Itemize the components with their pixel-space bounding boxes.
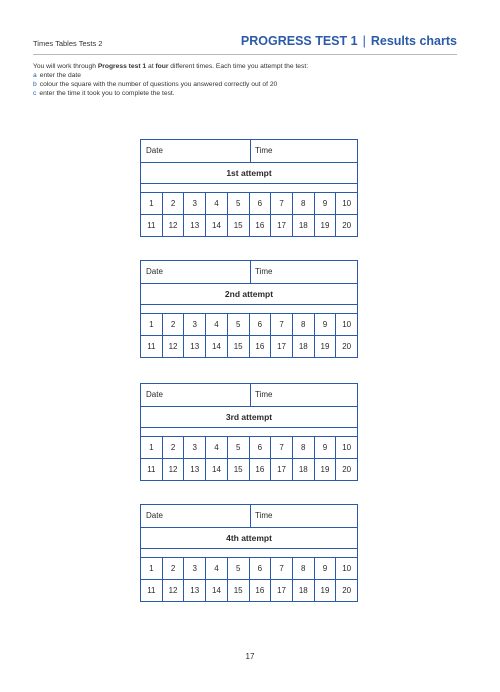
date-field[interactable]: Date [141,140,251,162]
score-cell[interactable]: 5 [228,193,250,214]
date-field[interactable]: Date [141,261,251,283]
results-chart-attempt-2 [140,260,358,358]
section-title: Results charts [370,34,457,48]
test-title [241,34,457,48]
score-cell[interactable]: 2 [163,437,185,458]
title-separator: | [362,34,366,48]
time-field[interactable]: Time [255,146,273,155]
score-cell[interactable]: 7 [271,558,293,579]
score-row-11-20 [141,580,357,601]
score-cell[interactable]: 3 [184,314,206,335]
page-header [33,34,457,54]
score-cell[interactable]: 16 [250,580,272,601]
score-cell[interactable]: 19 [315,215,337,236]
attempt-label: 4th attempt [141,528,357,549]
score-cell[interactable]: 14 [206,215,228,236]
score-cell[interactable]: 4 [206,314,228,335]
score-cell[interactable]: 20 [342,221,352,230]
score-cell[interactable]: 16 [250,215,272,236]
score-cell[interactable]: 4 [206,437,228,458]
score-cell[interactable]: 11 [141,459,163,480]
attempt-label: 1st attempt [141,163,357,184]
score-cell[interactable]: 8 [293,558,315,579]
score-cell[interactable]: 16 [250,459,272,480]
score-cell[interactable]: 11 [141,580,163,601]
score-cell[interactable]: 20 [342,586,352,595]
instruction-item-c: c enter the time it took you to complete the test. [33,90,175,97]
score-cell[interactable]: 11 [141,336,163,357]
score-cell[interactable]: 18 [293,580,315,601]
score-cell[interactable]: 9 [315,437,337,458]
score-cell[interactable]: 8 [293,193,315,214]
score-cell[interactable]: 15 [228,580,250,601]
header-divider [33,54,457,55]
score-cell[interactable]: 7 [271,437,293,458]
score-cell[interactable]: 10 [342,320,352,329]
results-chart-attempt-3 [140,383,358,481]
score-cell[interactable]: 3 [184,558,206,579]
score-cell[interactable]: 17 [271,580,293,601]
score-cell[interactable]: 1 [141,437,163,458]
score-row-1-10 [141,437,357,459]
score-cell[interactable]: 17 [271,459,293,480]
attempt-label: 2nd attempt [141,284,357,305]
score-cell[interactable]: 5 [228,558,250,579]
score-cell[interactable]: 6 [250,314,272,335]
score-cell[interactable]: 3 [184,437,206,458]
score-cell[interactable]: 4 [206,558,228,579]
score-cell[interactable]: 9 [315,193,337,214]
score-row-1-10 [141,558,357,580]
score-cell[interactable]: 12 [163,215,185,236]
score-cell[interactable]: 12 [163,459,185,480]
score-cell[interactable]: 12 [163,336,185,357]
score-cell[interactable]: 13 [184,336,206,357]
score-cell[interactable]: 11 [141,215,163,236]
score-row-1-10 [141,314,357,336]
score-cell[interactable]: 6 [250,437,272,458]
progress-test-label: PROGRESS TEST 1 [240,34,358,48]
score-row-11-20 [141,459,357,480]
score-cell[interactable]: 20 [342,465,352,474]
score-cell[interactable]: 19 [315,580,337,601]
score-row-1-10 [141,193,357,215]
time-field[interactable]: Time [255,267,273,276]
date-field[interactable]: Date [141,384,251,406]
score-cell[interactable]: 10 [342,443,352,452]
score-cell[interactable]: 2 [163,558,185,579]
score-cell[interactable]: 2 [163,193,185,214]
score-cell[interactable]: 1 [141,314,163,335]
score-cell[interactable]: 19 [315,459,337,480]
score-cell[interactable]: 14 [206,580,228,601]
score-cell[interactable]: 10 [342,564,352,573]
page-number: 17 [245,652,255,661]
score-row-11-20 [141,336,357,357]
results-chart-attempt-1 [140,139,358,237]
score-cell[interactable]: 5 [228,437,250,458]
date-field[interactable]: Date [141,505,251,527]
score-cell[interactable]: 18 [293,336,315,357]
score-cell[interactable]: 13 [184,459,206,480]
score-cell[interactable]: 4 [206,193,228,214]
score-cell[interactable]: 10 [342,199,352,208]
score-cell[interactable]: 6 [250,558,272,579]
attempt-label: 3rd attempt [141,407,357,428]
instruction-item-a: a enter the date [33,72,82,79]
score-cell[interactable]: 7 [271,193,293,214]
score-cell[interactable]: 13 [184,215,206,236]
results-chart-attempt-4 [140,504,358,602]
score-cell[interactable]: 9 [315,558,337,579]
score-cell[interactable]: 16 [250,336,272,357]
score-cell[interactable]: 6 [250,193,272,214]
score-cell[interactable]: 20 [342,342,352,351]
score-cell[interactable]: 1 [141,558,163,579]
score-cell[interactable]: 12 [163,580,185,601]
score-cell[interactable]: 19 [315,336,337,357]
time-field[interactable]: Time [255,511,273,520]
score-cell[interactable]: 15 [228,215,250,236]
score-cell[interactable]: 14 [206,459,228,480]
time-field[interactable]: Time [255,390,273,399]
score-cell[interactable]: 14 [206,336,228,357]
score-cell[interactable]: 15 [228,459,250,480]
score-cell[interactable]: 2 [163,314,185,335]
score-cell[interactable]: 18 [293,459,315,480]
score-cell[interactable]: 9 [315,314,337,335]
score-cell[interactable]: 5 [228,314,250,335]
instruction-item-b: b colour the square with the number of questions you answered correctly out of 20 [33,81,278,88]
score-cell[interactable]: 7 [271,314,293,335]
instructions [33,62,457,98]
score-cell[interactable]: 18 [293,215,315,236]
instructions-intro: You will work through Progress test 1 at four different times. Each time you attempt the test: [33,63,309,70]
score-cell[interactable]: 15 [228,336,250,357]
score-cell[interactable]: 8 [293,314,315,335]
score-cell[interactable]: 3 [184,193,206,214]
score-cell[interactable]: 17 [271,215,293,236]
score-cell[interactable]: 13 [184,580,206,601]
score-cell[interactable]: 1 [141,193,163,214]
score-cell[interactable]: 17 [271,336,293,357]
score-cell[interactable]: 8 [293,437,315,458]
book-title: Times Tables Tests 2 [33,39,103,48]
score-row-11-20 [141,215,357,236]
